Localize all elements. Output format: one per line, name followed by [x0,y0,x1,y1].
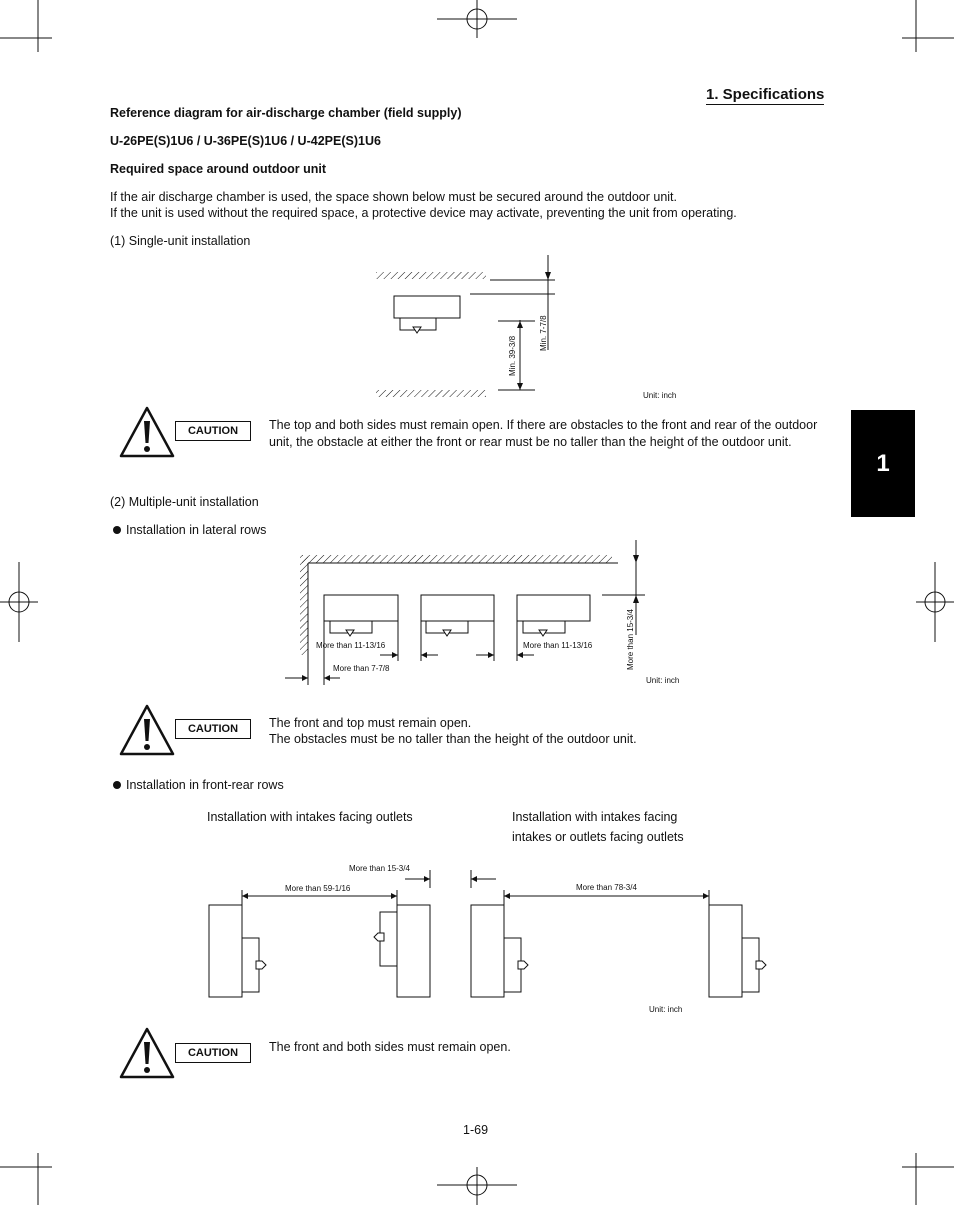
outdoor-unit [709,905,742,997]
single-unit-label: (1) Single-unit installation [110,234,251,248]
required-space-heading: Required space around outdoor unit [110,162,326,176]
side-wall [300,555,308,655]
outdoor-unit [471,905,504,997]
front-obstacle [376,390,486,397]
warning-triangle-icon [118,405,176,459]
front-rear-right-title-2: intakes or outlets facing outlets [512,830,684,844]
caution-text-lateral-2: The obstacles must be no taller than the height of the outdoor unit. [269,732,637,746]
outdoor-unit [397,905,430,997]
caution-text-lateral-1: The front and top must remain open. [269,716,472,730]
discharge-arrow-icon [374,933,384,941]
warning-triangle-icon [118,1026,176,1080]
front-rear-right-title-1: Installation with intakes facing [512,810,678,824]
outdoor-unit [324,595,398,621]
lateral-rows-label: Installation in lateral rows [113,522,266,539]
dim-lateral-gap-right: More than 11-13/16 [523,641,593,650]
section-title: 1. Specifications [706,86,825,103]
multiple-unit-label: (2) Multiple-unit installation [110,495,259,509]
caution-badge-single: CAUTION [175,421,251,441]
outdoor-unit [394,296,460,318]
discharge-arrow-icon [756,961,766,969]
discharge-arrow-icon [256,961,266,969]
page-number: 1-69 [463,1123,489,1137]
caution-badge-lateral: CAUTION [175,719,251,739]
dim-lateral-gap-left: More than 11-13/16 [316,641,386,650]
outdoor-unit [421,595,494,621]
unit-note-front-rear: Unit: inch [649,1005,683,1014]
outdoor-unit [209,905,242,997]
caution-text-single: The top and both sides must remain open. If there are obstacles to the front and rear of the outdoor unit, the obstacle at either the front or rear must be no taller than the height of the outdoor unit. [269,418,818,449]
top-obstacle [302,555,612,563]
dim-front-rear-right: More than 78-3/4 [576,883,637,892]
discharge-arrow-icon [518,961,528,969]
front-rear-diagram [200,860,780,1005]
dim-min-top: Min. 7-7/8 [539,315,548,351]
chapter-tab: 1 [851,410,915,517]
caution-text-front-rear: The front and both sides must remain open. [269,1040,511,1054]
intro-paragraph-1: If the air discharge chamber is used, the space shown below must be secured around the outdoor unit. [110,190,677,204]
dim-min-front: Min. 39-3/8 [508,335,517,376]
front-rear-left-title: Installation with intakes facing outlets [207,810,413,824]
dim-lateral-top: More than 15-3/4 [626,609,635,670]
model-numbers: U-26PE(S)1U6 / U-36PE(S)1U6 / U-42PE(S)1U6 [110,134,381,148]
intro-paragraph-2: If the unit is used without the required space, a protective device may activate, preventing the unit from operating. [110,206,737,220]
dim-front-rear-gap: More than 15-3/4 [349,864,410,873]
caution-badge-front-rear: CAUTION [175,1043,251,1063]
rear-obstacle [376,272,486,279]
unit-note-lateral: Unit: inch [646,676,680,685]
reference-heading: Reference diagram for air-discharge chamber (field supply) [110,106,462,120]
dim-lateral-wall: More than 7-7/8 [333,664,390,673]
warning-triangle-icon [118,703,176,757]
dim-front-rear-left: More than 59-1/16 [285,884,351,893]
unit-note-single: Unit: inch [643,391,677,400]
front-rear-rows-label: Installation in front-rear rows [113,777,284,794]
outdoor-unit [517,595,590,621]
